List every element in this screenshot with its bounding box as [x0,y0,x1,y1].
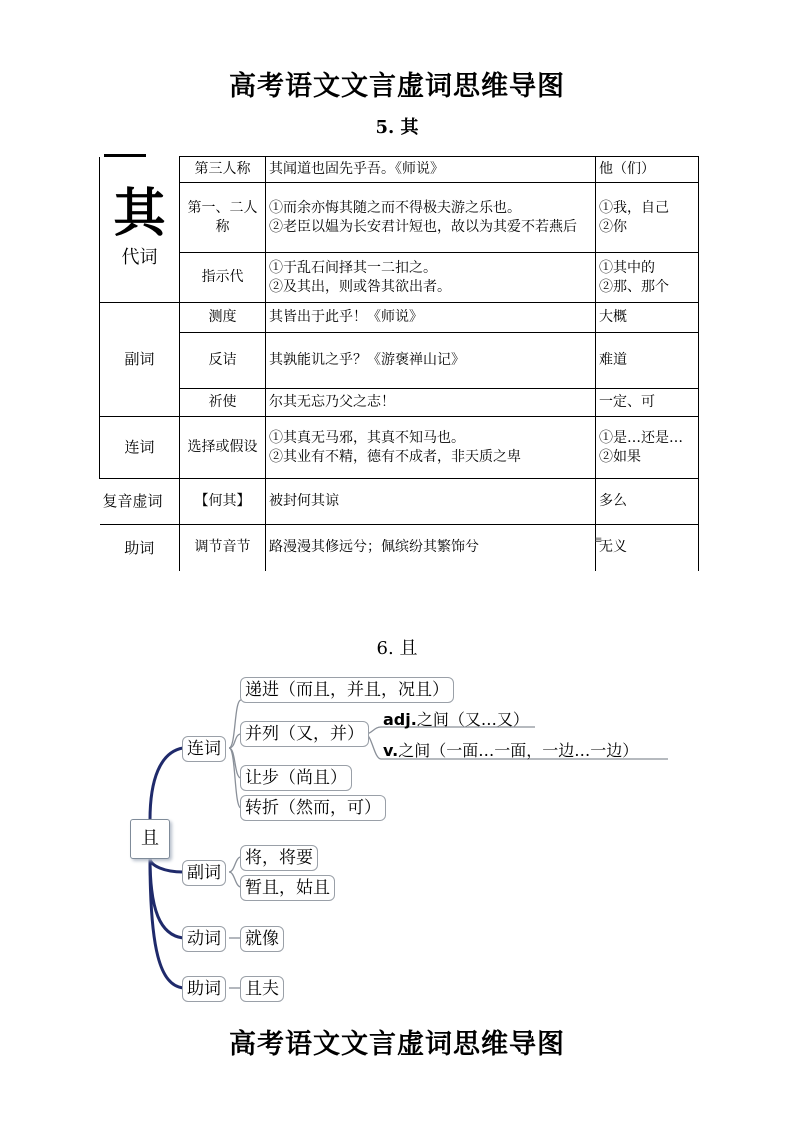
pronoun-label: 代词 [121,247,158,269]
example: 路漫漫其修远兮；佩缤纷其繁饰兮 [266,525,596,571]
node-transition[interactable]: 转折（然而，可） [240,795,386,821]
v-text: 之间（一面…一面，一边…一边） [398,741,639,760]
conjunction-label: 连词 [100,417,180,479]
node-progression[interactable]: 递进（而且，并且，况且） [240,677,454,703]
pos-label: 助词 [100,525,180,571]
sub-usage: 祈使 [180,389,266,417]
branch-line-aux [150,858,183,988]
node-adj[interactable] [383,707,529,730]
text-cursor-icon: ≡ [594,535,603,546]
node-aux1[interactable]: 且夫 [240,976,284,1002]
meaning: 他（们） [596,157,699,183]
section-6-heading: 6. 且 [376,638,418,659]
meaning-line: ①其中的 [599,259,655,276]
sub-usage: 指示代 [180,253,266,303]
example: 被封何其谅 [266,479,596,525]
sub-usage: 测度 [180,303,266,333]
sub-usage: 反诘 [180,333,266,389]
meaning: 无义 [596,525,699,571]
meaning: 难道 [596,333,699,389]
example-line: ①其真无马邪，其真不知马也。 [269,429,465,446]
example-line: ①而余亦悔其随之而不得极夫游之乐也。 [269,199,521,216]
big-character: 其 [113,183,166,245]
node-adv[interactable]: 副词 [182,860,226,886]
node-adv2[interactable]: 暂且，姑且 [240,875,335,901]
node-v[interactable] [383,738,638,761]
example: 其闻道也固先乎吾。《师说》 [266,157,596,183]
meaning-line: ①是…还是… [599,429,683,446]
meaning: 多么 [596,479,699,525]
node-concession[interactable]: 让步（尚且） [240,765,352,791]
example-line: ②其业有不精，德有不成者，非天质之卑 [269,448,521,465]
node-conj[interactable]: 连词 [182,736,226,762]
example: 其皆出于此乎！《师说》 [266,303,596,333]
meaning-line: ②那、那个 [599,278,669,295]
branch-line-adv [150,858,183,872]
sub-usage: 【何其】 [180,479,266,525]
adj-prefix: adj. [383,710,417,729]
page-title: 高考语文文言虚词思维导图 [229,71,565,102]
sub-usage: 第三人称 [180,157,266,183]
root-node[interactable]: 且 [130,819,170,859]
meaning: 一定、可 [596,389,699,417]
adj-text: 之间（又…又） [416,710,529,729]
sub-usage: 选择或假设 [180,417,266,479]
node-verb1[interactable]: 就像 [240,926,284,952]
sub-usage: 第一、二人称 [180,183,266,253]
v-prefix: v. [383,741,399,760]
section-5-heading: 5. 其 [375,117,419,138]
example: 其孰能讥之乎？《游褒禅山记》 [266,333,596,389]
example: 尔其无忘乃父之志！ [266,389,596,417]
example-line: ②及其出，则或咎其欲出者。 [269,278,451,295]
meaning-line: ①我，自己 [599,199,669,216]
sub-usage: 调节音节 [180,525,266,571]
branch-line-conj [150,748,183,820]
pos-label: 复音虚词 [100,479,180,525]
meaning-line: ②如果 [599,448,641,465]
meaning: 大概 [596,303,699,333]
node-aux[interactable]: 助词 [182,976,226,1002]
footer-title: 高考语文文言虚词思维导图 [229,1029,565,1060]
node-verb[interactable]: 动词 [182,926,226,952]
example-line: ①于乱石间择其一二扣之。 [269,259,437,276]
meaning-line: ②你 [599,218,627,235]
node-parallel[interactable]: 并列（又，并） [240,721,369,747]
adverb-label: 副词 [100,303,180,417]
example-line: ②老臣以媪为长安君计短也，故以为其爱不若燕后 [269,218,577,235]
node-adv1[interactable]: 将，将要 [240,845,318,871]
